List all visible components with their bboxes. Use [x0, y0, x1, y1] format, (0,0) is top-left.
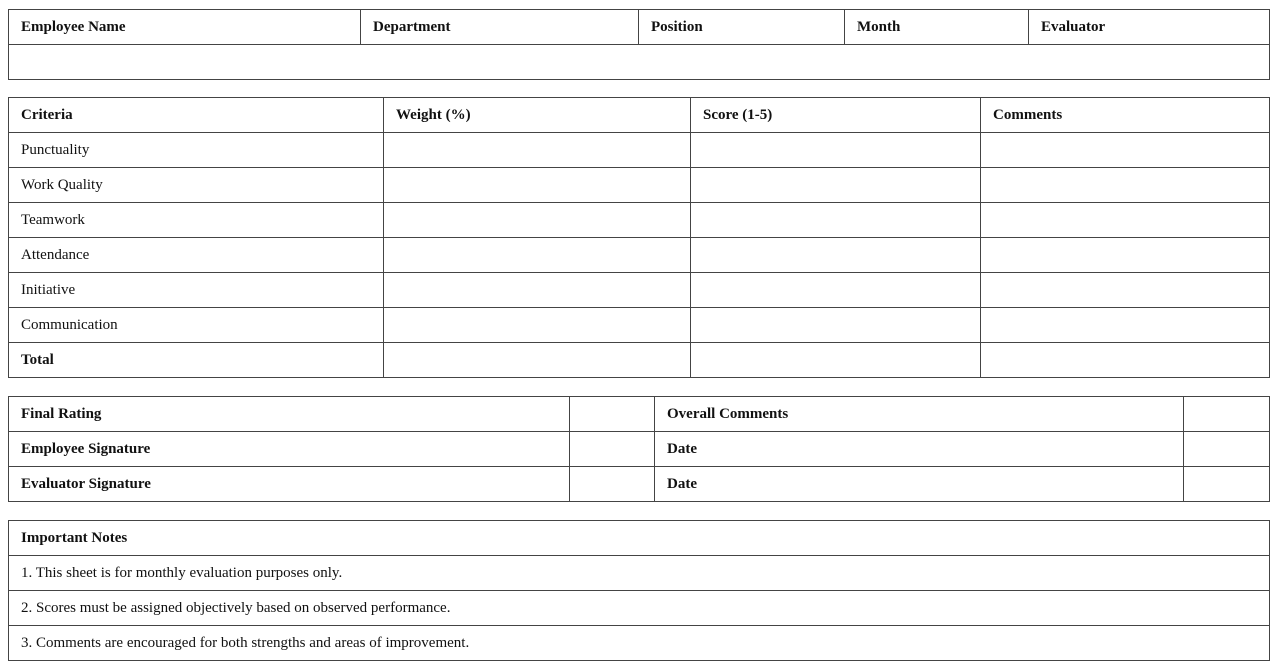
- employee-info-value-row: [9, 45, 1270, 80]
- weight-cell[interactable]: [384, 133, 691, 168]
- score-cell[interactable]: [691, 273, 981, 308]
- header-weight: Weight (%): [384, 98, 691, 133]
- evaluator-date-value[interactable]: [1184, 467, 1270, 502]
- list-item: [9, 591, 1270, 626]
- overall-comments-label: Overall Comments: [655, 397, 1184, 432]
- criteria-label: Teamwork: [9, 203, 384, 238]
- score-cell[interactable]: [691, 238, 981, 273]
- list-item: [9, 626, 1270, 661]
- employee-info-value-cell[interactable]: [9, 45, 1270, 80]
- weight-cell[interactable]: [384, 273, 691, 308]
- comments-cell[interactable]: [981, 168, 1270, 203]
- table-row: [9, 308, 1270, 343]
- weight-cell[interactable]: [384, 168, 691, 203]
- header-criteria: Criteria: [9, 98, 384, 133]
- weight-cell[interactable]: [384, 203, 691, 238]
- notes-title: Important Notes: [9, 521, 1270, 556]
- score-cell[interactable]: [691, 308, 981, 343]
- comments-cell[interactable]: [981, 133, 1270, 168]
- total-comments-cell[interactable]: [981, 343, 1270, 378]
- employee-date-label: Date: [655, 432, 1184, 467]
- note-item: 3. Comments are encouraged for both strengths and areas of improvement.: [9, 626, 1270, 661]
- criteria-table: [8, 97, 1270, 378]
- score-cell[interactable]: [691, 133, 981, 168]
- total-weight-cell[interactable]: [384, 343, 691, 378]
- employee-date-value[interactable]: [1184, 432, 1270, 467]
- comments-cell[interactable]: [981, 203, 1270, 238]
- weight-cell[interactable]: [384, 308, 691, 343]
- criteria-label: Punctuality: [9, 133, 384, 168]
- header-comments: Comments: [981, 98, 1270, 133]
- final-rating-label: Final Rating: [9, 397, 570, 432]
- total-row: [9, 343, 1270, 378]
- notes-table: [8, 520, 1270, 661]
- header-month: Month: [845, 10, 1029, 45]
- criteria-label: Attendance: [9, 238, 384, 273]
- note-item: 1. This sheet is for monthly evaluation purposes only.: [9, 556, 1270, 591]
- header-employee-name: Employee Name: [9, 10, 361, 45]
- comments-cell[interactable]: [981, 308, 1270, 343]
- header-position: Position: [639, 10, 845, 45]
- score-cell[interactable]: [691, 168, 981, 203]
- criteria-label: Communication: [9, 308, 384, 343]
- table-row: [9, 203, 1270, 238]
- employee-signature-label: Employee Signature: [9, 432, 570, 467]
- employee-info-header-row: [9, 10, 1270, 45]
- header-score: Score (1-5): [691, 98, 981, 133]
- summary-row-evaluator-signature: [9, 467, 1270, 502]
- evaluator-signature-value[interactable]: [570, 467, 655, 502]
- notes-title-row: [9, 521, 1270, 556]
- table-row: [9, 238, 1270, 273]
- header-department: Department: [361, 10, 639, 45]
- evaluator-signature-label: Evaluator Signature: [9, 467, 570, 502]
- list-item: [9, 556, 1270, 591]
- criteria-label: Work Quality: [9, 168, 384, 203]
- comments-cell[interactable]: [981, 238, 1270, 273]
- score-cell[interactable]: [691, 203, 981, 238]
- total-score-cell[interactable]: [691, 343, 981, 378]
- evaluator-date-label: Date: [655, 467, 1184, 502]
- summary-table: [8, 396, 1270, 502]
- table-row: [9, 133, 1270, 168]
- weight-cell[interactable]: [384, 238, 691, 273]
- employee-signature-value[interactable]: [570, 432, 655, 467]
- criteria-label: Initiative: [9, 273, 384, 308]
- summary-row-employee-signature: [9, 432, 1270, 467]
- total-label: Total: [9, 343, 384, 378]
- table-row: [9, 273, 1270, 308]
- overall-comments-value[interactable]: [1184, 397, 1270, 432]
- criteria-header-row: [9, 98, 1270, 133]
- header-evaluator: Evaluator: [1029, 10, 1270, 45]
- comments-cell[interactable]: [981, 273, 1270, 308]
- note-item: 2. Scores must be assigned objectively based on observed performance.: [9, 591, 1270, 626]
- table-row: [9, 168, 1270, 203]
- employee-info-table: [8, 9, 1270, 80]
- summary-row-final-rating: [9, 397, 1270, 432]
- final-rating-value[interactable]: [570, 397, 655, 432]
